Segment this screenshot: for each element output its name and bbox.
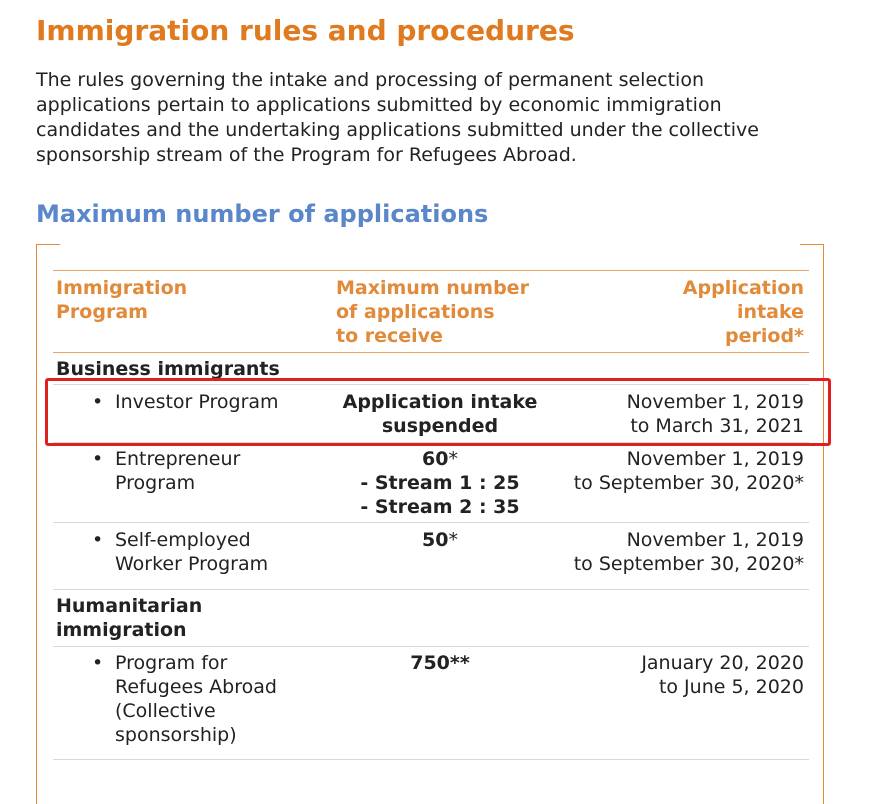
row-program-entrepreneur xyxy=(92,447,292,495)
header-period-line: period* xyxy=(725,325,804,347)
section-title: Maximum number of applications xyxy=(36,200,489,228)
header-period xyxy=(683,276,804,348)
frame-corner-left xyxy=(36,244,60,245)
program-name: Entrepreneur Program xyxy=(115,448,241,494)
period-line: to March 31, 2021 xyxy=(630,415,804,437)
row-divider xyxy=(53,646,809,647)
frame-corner-right xyxy=(800,244,824,245)
group-label-humanitarian: Humanitarian immigration xyxy=(56,595,203,641)
period-line: November 1, 2019 xyxy=(626,529,804,551)
bullet-icon: • xyxy=(92,391,104,413)
stream-line: - Stream 1 : 25 xyxy=(360,472,520,494)
row-max-entrepreneur xyxy=(330,447,550,519)
period-line: to September 30, 2020* xyxy=(573,472,804,494)
page-title: Immigration rules and procedures xyxy=(36,14,575,47)
header-max-line: Maximum number xyxy=(336,277,529,299)
row-divider xyxy=(53,589,809,590)
period-line: to June 5, 2020 xyxy=(658,676,804,698)
stream-line: - Stream 2 : 35 xyxy=(360,496,520,518)
row-program-refugees xyxy=(92,651,292,747)
max-footnote-mark: * xyxy=(448,529,458,551)
period-line: to September 30, 2020* xyxy=(573,553,804,575)
max-value: 750** xyxy=(410,652,470,674)
bullet-icon: • xyxy=(92,652,104,674)
header-max-line: of applications xyxy=(336,301,495,323)
frame-side-left xyxy=(36,244,37,804)
row-period-entrepreneur xyxy=(534,447,804,495)
program-name: Self-employed Worker Program xyxy=(115,529,269,575)
row-divider xyxy=(53,759,809,760)
max-value: Application intake xyxy=(342,391,538,413)
header-max-line: to receive xyxy=(336,325,443,347)
row-period-refugees xyxy=(534,651,804,699)
header-program-line: Immigration xyxy=(56,277,188,299)
period-line: November 1, 2019 xyxy=(626,448,804,470)
header-max xyxy=(336,276,529,348)
header-program xyxy=(56,276,187,324)
program-name: Program for Refugees Abroad (Collective sponsorship) xyxy=(115,652,277,746)
bullet-icon: • xyxy=(92,529,104,551)
highlight-box xyxy=(45,378,831,446)
table-top-rule xyxy=(53,270,809,271)
header-period-line: Application xyxy=(682,277,804,299)
max-value: suspended xyxy=(381,415,499,437)
row-divider xyxy=(53,522,809,523)
intro-paragraph: The rules governing the intake and processing of permanent selection applications pertain to applications submitted by economic immigration candidates and the undertaking applications submitted under the collective sponsorship stream of the Program for Refugees Abroad. xyxy=(36,69,759,166)
header-rule xyxy=(53,352,809,353)
bullet-icon: • xyxy=(92,448,104,470)
period-line: January 20, 2020 xyxy=(641,652,804,674)
group-label-business: Business immigrants xyxy=(56,358,280,380)
row-period-self-employed xyxy=(534,528,804,576)
period-line: November 1, 2019 xyxy=(626,391,804,413)
row-max-refugees xyxy=(330,651,550,675)
header-program-line: Program xyxy=(56,301,148,323)
row-program-self-employed xyxy=(92,528,292,576)
max-value: 60 xyxy=(422,448,449,470)
program-name: Investor Program xyxy=(115,391,279,413)
header-period-line: intake xyxy=(737,301,804,323)
row-max-self-employed xyxy=(330,528,550,552)
max-value: 50 xyxy=(422,529,449,551)
frame-side-right xyxy=(823,244,824,804)
max-footnote-mark: * xyxy=(448,448,458,470)
